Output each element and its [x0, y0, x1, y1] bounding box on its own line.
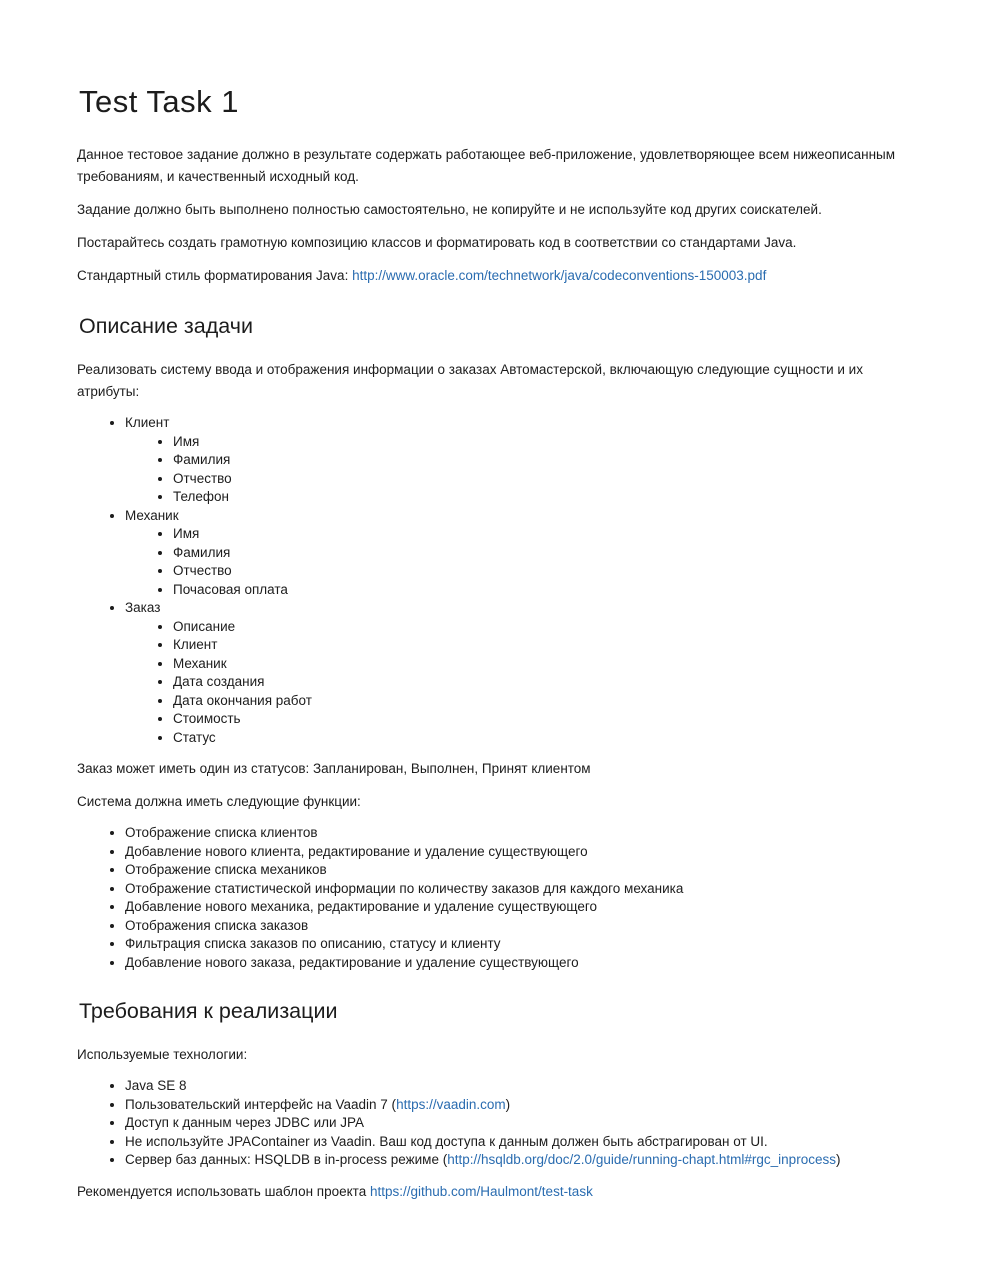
attr-label: Описание — [173, 618, 236, 634]
intro-paragraph-2: Задание должно быть выполнено полностью самостоятельно, не копируйте и не используйте код других соискателей. — [77, 202, 822, 217]
attr-label: Дата создания — [173, 674, 265, 689]
description-lead-paragraph: Реализовать систему ввода и отображения информации о заказах Автомастерской, включающую следующие сущности и их атрибуты: — [77, 362, 863, 399]
attr-label: Отчество — [173, 563, 232, 578]
function-label: Добавление нового заказа, редактирование и удаление существующего — [125, 954, 579, 970]
attr-label: Клиент — [173, 637, 218, 652]
attr-label: Механик — [173, 655, 227, 671]
entity-name: Заказ — [125, 600, 161, 615]
function-item — [125, 824, 911, 843]
code-style-paragraph — [77, 265, 911, 287]
intro-paragraph-3: Постарайтесь создать грамотную композицию классов и форматировать код в соответствии со стандартами Java. — [77, 235, 797, 250]
function-item — [125, 917, 911, 936]
attr-item — [173, 562, 911, 581]
tech-item-hsqldb — [125, 1151, 911, 1170]
function-item — [125, 861, 911, 880]
function-item — [125, 880, 911, 899]
attr-item — [173, 692, 911, 711]
github-template-link[interactable]: https://github.com/Haulmont/test-task — [369, 1183, 593, 1199]
section-heading-requirements: Требования к реализации — [79, 999, 338, 1023]
attr-item — [173, 544, 911, 563]
hsqldb-link[interactable]: http://hsqldb.org/doc/2.0/guide/running-chapt.html#rgc_inprocess — [447, 1152, 836, 1167]
attr-label: Стоимость — [173, 711, 241, 726]
tech-label: Доступ к данным через JDBC или JPA — [125, 1115, 365, 1130]
function-label: Добавление нового клиента, редактирование и удаление существующего — [125, 843, 588, 859]
tech-item-java — [125, 1077, 911, 1096]
entity-client — [125, 414, 911, 507]
code-style-text: Стандартный стиль форматирования Java: — [77, 268, 353, 283]
attr-label: Статус — [173, 729, 216, 745]
attr-item — [173, 433, 911, 452]
functions-lead-paragraph: Система должна иметь следующие функции: — [77, 794, 361, 809]
function-label: Отображения списка заказов — [125, 917, 309, 933]
entity-name: Механик — [125, 507, 179, 523]
vaadin-link[interactable]: https://vaadin.com — [396, 1096, 506, 1112]
functions-list — [77, 824, 911, 972]
entity-mechanic-attrs — [125, 525, 911, 599]
intro-paragraph-1: Данное тестовое задание должно в результате содержать работающее веб-приложение, удовлетворяющее всем нижеописанным требованиям, и качественный исходный код. — [77, 147, 896, 184]
attr-item — [173, 655, 911, 674]
function-label: Фильтрация списка заказов по описанию, статусу и клиенту — [125, 936, 501, 951]
tech-item-vaadin — [125, 1096, 911, 1115]
tech-label: Сервер баз данных: HSQLDB в in-process режиме ( — [125, 1152, 448, 1167]
entity-mechanic — [125, 507, 911, 600]
attr-label: Отчество — [173, 470, 232, 486]
tech-label-suffix: ) — [505, 1096, 511, 1112]
function-item — [125, 898, 911, 917]
attr-item — [173, 673, 911, 692]
function-label: Отображение списка клиентов — [125, 825, 318, 840]
entity-name: Клиент — [125, 415, 170, 430]
attr-item — [173, 729, 911, 748]
attr-label: Телефон — [173, 489, 230, 504]
tech-label: Пользовательский интерфейс на Vaadin 7 ( — [125, 1096, 397, 1112]
entities-list — [77, 414, 911, 747]
attr-item — [173, 636, 911, 655]
function-label: Добавление нового механика, редактирование и удаление существующего — [125, 899, 597, 914]
attr-label: Почасовая оплата — [173, 581, 288, 597]
attr-label: Имя — [173, 433, 200, 449]
function-label: Отображение списка механиков — [125, 862, 327, 877]
tech-item-data-access — [125, 1114, 911, 1133]
attr-label: Дата окончания работ — [173, 692, 312, 708]
attr-item — [173, 710, 911, 729]
attr-item — [173, 581, 911, 600]
attr-item — [173, 451, 911, 470]
project-template-text: Рекомендуется использовать шаблон проекта — [77, 1183, 370, 1199]
attr-item — [173, 525, 911, 544]
tech-label: Java SE 8 — [125, 1078, 187, 1093]
order-statuses-paragraph: Заказ может иметь один из статусов: Запланирован, Выполнен, Принят клиентом — [77, 761, 591, 776]
attr-label: Фамилия — [173, 544, 231, 560]
page-title: Test Task 1 — [79, 84, 240, 119]
entity-order — [125, 599, 911, 747]
technologies-list — [77, 1077, 911, 1170]
function-item — [125, 935, 911, 954]
project-template-paragraph — [77, 1181, 911, 1203]
entity-order-attrs — [125, 618, 911, 748]
tech-label-suffix: ) — [835, 1152, 841, 1167]
function-item — [125, 843, 911, 862]
tech-label: Не используйте JPAContainer из Vaadin. Ваш код доступа к данным должен быть абстрагирован от UI. — [125, 1133, 768, 1149]
attr-label: Имя — [173, 526, 200, 541]
attr-item — [173, 470, 911, 489]
entity-client-attrs — [125, 433, 911, 507]
attr-label: Фамилия — [173, 452, 231, 467]
code-conventions-link[interactable]: http://www.oracle.com/technetwork/java/codeconventions-150003.pdf — [352, 268, 767, 283]
section-heading-description: Описание задачи — [79, 314, 253, 338]
attr-item — [173, 488, 911, 507]
function-item — [125, 954, 911, 973]
technologies-lead-paragraph: Используемые технологии: — [77, 1047, 248, 1062]
tech-item-no-jpacontainer — [125, 1133, 911, 1152]
function-label: Отображение статистической информации по количеству заказов для каждого механика — [125, 880, 684, 896]
attr-item — [173, 618, 911, 637]
